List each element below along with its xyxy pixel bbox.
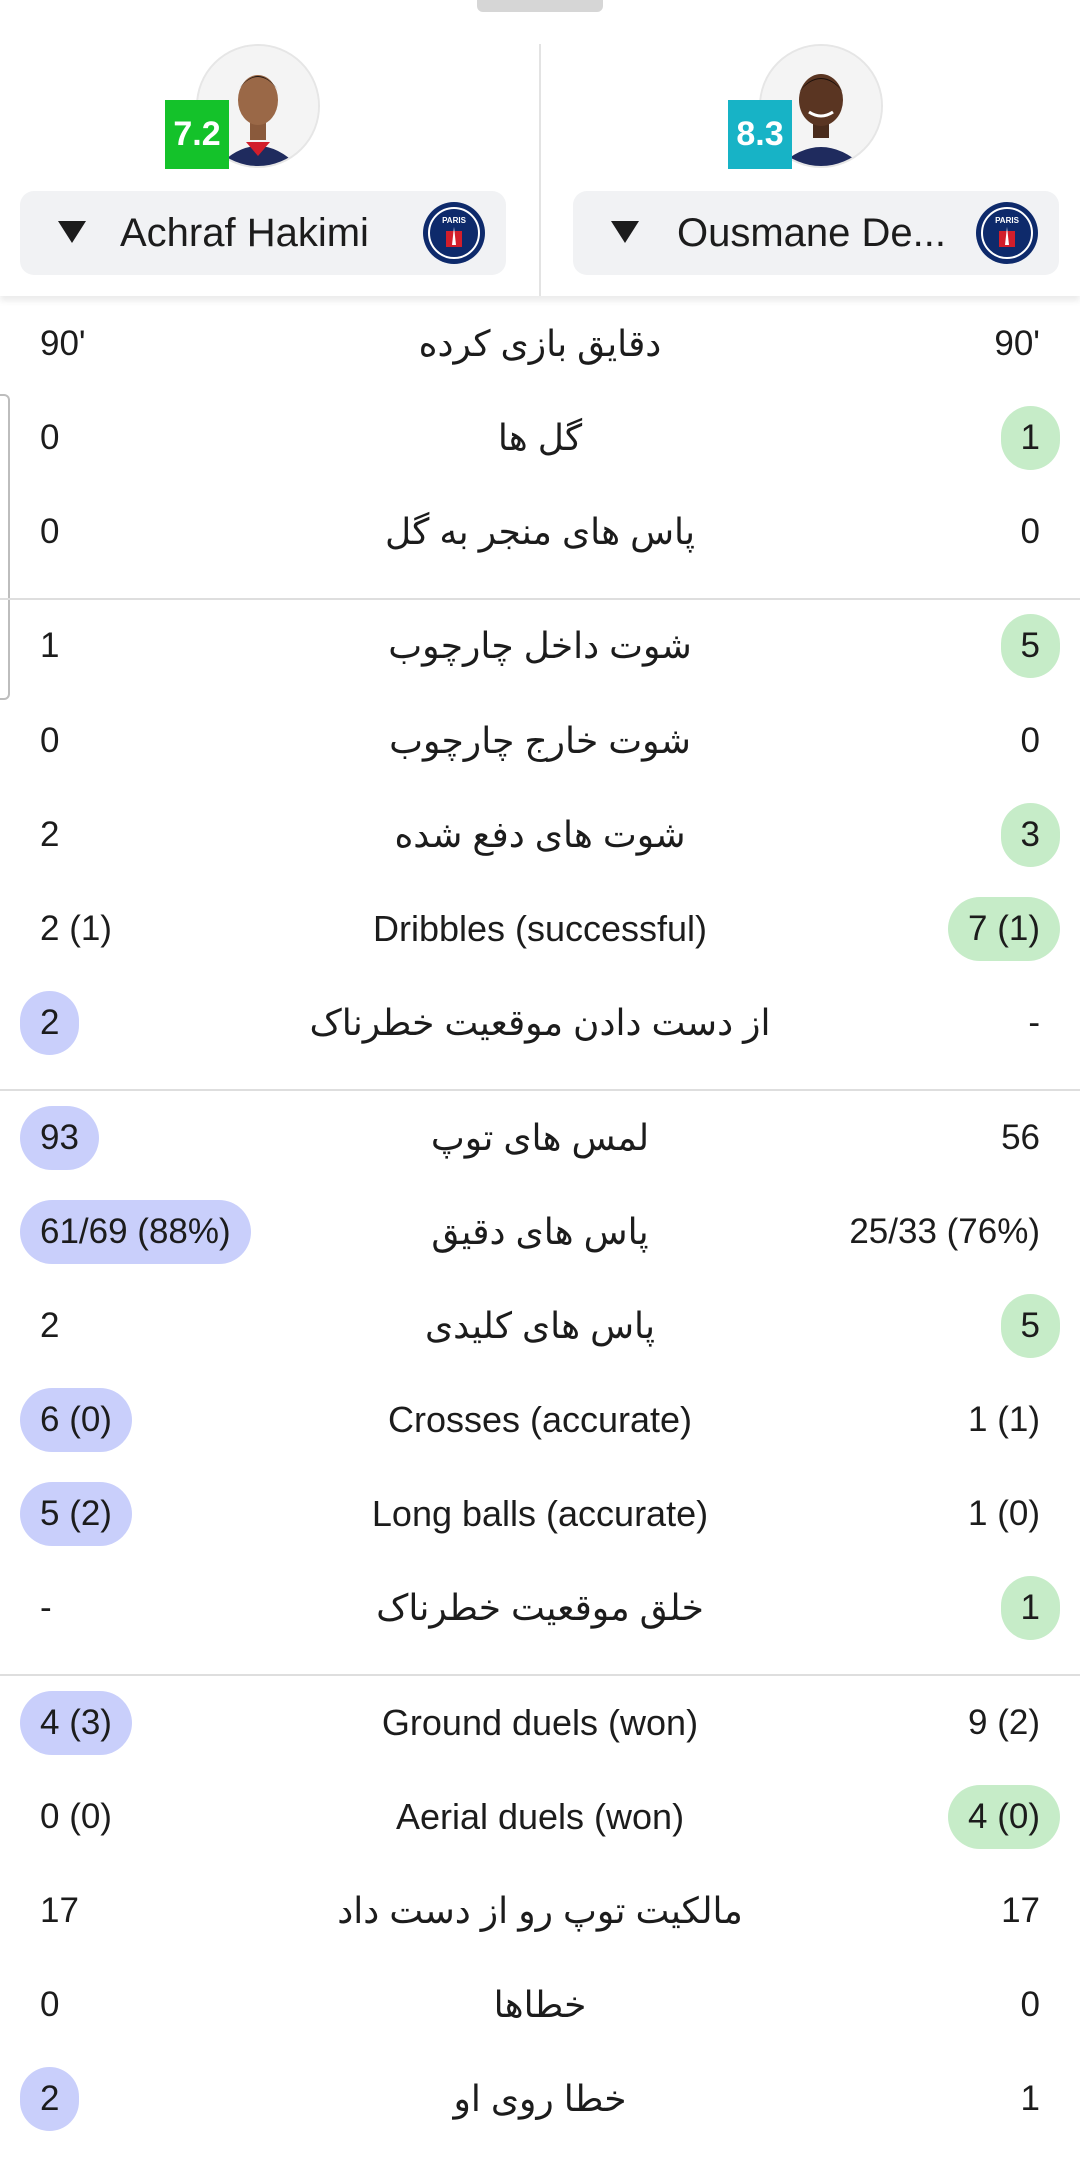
stat-row: [0, 599, 1080, 693]
stat-right-value: 7 (1): [948, 897, 1060, 961]
stat-right-value: 4 (0): [948, 1785, 1060, 1849]
stat-row: [0, 694, 1080, 788]
stat-row: [0, 976, 1080, 1070]
stat-label: شوت های دفع شده: [394, 814, 686, 855]
player-left-rating: 7.2: [165, 100, 229, 169]
player-left-name: Achraf Hakimi: [120, 211, 369, 255]
stat-right-value: 1 (1): [968, 1400, 1040, 1439]
stat-left-value: 93: [20, 1106, 99, 1170]
dropdown-caret-icon: [611, 221, 639, 243]
stat-right-value: 9 (2): [968, 1703, 1040, 1742]
stat-left-value: 5 (2): [20, 1482, 132, 1546]
stat-right-value: 17: [1001, 1891, 1040, 1930]
psg-crest-text: PARIS: [995, 216, 1019, 225]
stat-label: پاس های منجر به گل: [384, 511, 696, 552]
stat-row: [0, 1770, 1080, 1864]
stat-right-value: 0: [1020, 1985, 1040, 2024]
stat-right-value: 1: [1001, 1576, 1060, 1640]
stat-row: [0, 2052, 1080, 2146]
player-right-panel: [573, 0, 1080, 296]
stat-label: شوت داخل چارچوب: [388, 625, 692, 666]
stat-left-value: 2: [20, 991, 79, 1055]
stat-left-value: 2: [40, 815, 60, 854]
stat-row: [0, 391, 1080, 485]
player-right-selector[interactable]: [573, 191, 1059, 275]
stat-label: گل ها: [497, 417, 583, 458]
stat-label: خطا روی او: [453, 2078, 627, 2119]
stat-left-value: 0 (0): [40, 1797, 112, 1836]
stat-label: خلق موقعیت خطرناک: [376, 1587, 704, 1628]
player-right-name: Ousmane De...: [677, 211, 947, 255]
stat-right-value: 90': [994, 324, 1040, 363]
stat-row: [0, 1561, 1080, 1655]
stat-right-value: 0: [1020, 512, 1040, 551]
stat-label: Long balls (accurate): [371, 1493, 709, 1534]
stat-label: Ground duels (won): [381, 1702, 699, 1743]
stat-right-value: 1 (0): [968, 1494, 1040, 1533]
psg-crest-icon: [422, 201, 486, 265]
stat-label: شوت خارج چارچوب: [389, 720, 691, 761]
stat-left-value: 0: [40, 418, 60, 457]
stat-label: دقایق بازی کرده: [418, 323, 662, 364]
stat-row: [0, 788, 1080, 882]
stat-right-value: 5: [1001, 614, 1060, 678]
stat-row: [0, 1676, 1080, 1770]
stat-right-value: 56: [1001, 1118, 1040, 1157]
player-left-panel: [20, 0, 528, 296]
stat-row: [0, 1279, 1080, 1373]
stat-row: [0, 882, 1080, 976]
stat-left-value: -: [40, 1588, 52, 1627]
stat-left-value: 0: [40, 721, 60, 760]
stat-label: پاس های کلیدی: [424, 1305, 656, 1346]
stat-row: [0, 1091, 1080, 1185]
stat-left-value: 61/69 (88%): [20, 1200, 251, 1264]
stat-label: خطاها: [493, 1984, 587, 2025]
stat-right-value: -: [1028, 1003, 1040, 1042]
stat-label: Dribbles (successful): [372, 908, 708, 949]
header-divider: [539, 44, 541, 296]
stat-row: [0, 485, 1080, 579]
stat-right-value: 1: [1001, 406, 1060, 470]
stat-label: لمس های توپ: [430, 1117, 650, 1158]
stat-right-value: 3: [1001, 803, 1060, 867]
stat-left-value: 90': [40, 324, 86, 363]
dropdown-caret-icon: [58, 221, 86, 243]
stat-row: [0, 1958, 1080, 2052]
stat-row: [0, 1373, 1080, 1467]
stat-row: [0, 297, 1080, 391]
stat-row: [0, 1467, 1080, 1561]
stat-label: Crosses (accurate): [387, 1399, 693, 1440]
psg-crest-text: PARIS: [442, 216, 466, 225]
player-left-selector[interactable]: [20, 191, 506, 275]
player-right-rating: 8.3: [728, 100, 792, 169]
stat-row: [0, 1864, 1080, 1958]
stat-left-value: 0: [40, 1985, 60, 2024]
stat-left-value: 17: [40, 1891, 79, 1930]
stat-label: از دست دادن موقعیت خطرناک: [309, 1002, 771, 1043]
stat-right-value: 25/33 (76%): [849, 1212, 1040, 1251]
stat-label: مالکیت توپ رو از دست داد: [337, 1890, 743, 1931]
psg-crest-icon: [975, 201, 1039, 265]
stat-right-value: 1: [1020, 2079, 1040, 2118]
stat-left-value: 6 (0): [20, 1388, 132, 1452]
stat-right-value: 0: [1020, 721, 1040, 760]
stat-left-value: 4 (3): [20, 1691, 132, 1755]
stat-left-value: 2 (1): [40, 909, 112, 948]
stat-label: Aerial duels (won): [395, 1796, 685, 1837]
stat-right-value: 5: [1001, 1294, 1060, 1358]
stat-row: [0, 1185, 1080, 1279]
comparison-header: [0, 0, 1080, 296]
stat-left-value: 2: [20, 2067, 79, 2131]
stat-left-value: 0: [40, 512, 60, 551]
stat-left-value: 1: [40, 626, 60, 665]
stat-label: پاس های دقیق: [431, 1211, 649, 1252]
stat-left-value: 2: [40, 1306, 60, 1345]
